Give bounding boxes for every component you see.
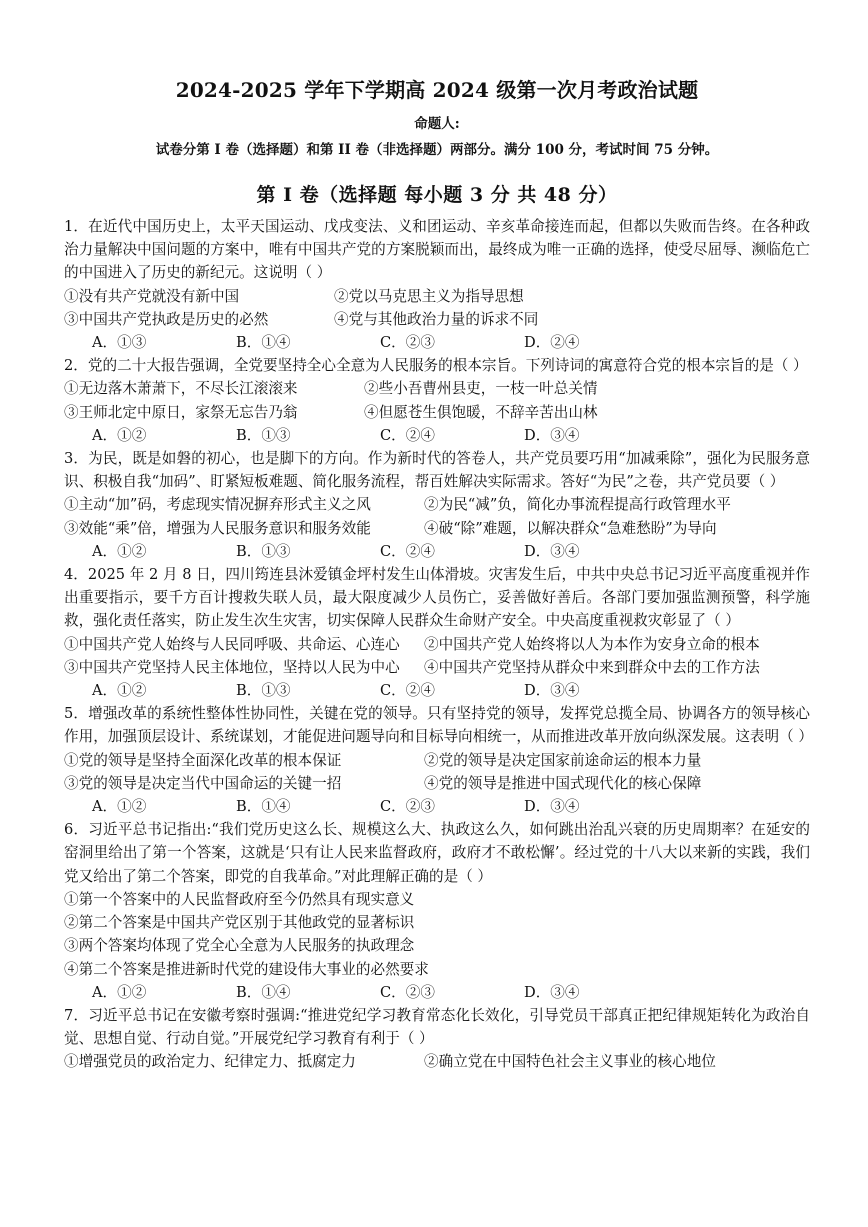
exam-title: 2024-2025 学年下学期高 2024 级第一次月考政治试题 (175, 78, 699, 102)
answer-choice: C．②③ (380, 334, 435, 352)
question-7 (64, 1004, 810, 1074)
question-2 (64, 354, 810, 447)
answer-choice: B．①③ (236, 682, 291, 700)
answer-choice: B．①④ (236, 334, 291, 352)
question-stem: 4．2025 年 2 月 8 日，四川筠连县沐爱镇金坪村发生山体滑坡。灾害发生后，中共中央总书记习近平高度重视并作出重要指示，要千方百计搜救失联人员，最大限度减少人员伤亡，妥善做好善后。各部门要加强监测预警，科学施救，强化责任落实，防止发生次生灾害，切实保障人民群众生命财产安全。中央高度重视救灾彰显了（ ） (64, 566, 810, 630)
option: ①没有共产党就没有新中国 (64, 287, 240, 305)
option: ③两个答案均体现了党全心全意为人民服务的执政理念 (64, 937, 415, 955)
option: ①无边落木萧萧下，不尽长江滚滚来 (64, 380, 298, 398)
option: ④中国共产党坚持从群众中来到群众中去的工作方法 (424, 658, 760, 676)
answer-choice: D．③④ (524, 682, 580, 700)
question-stem: 3．为民，既是如磐的初心，也是脚下的方向。作为新时代的答卷人，共产党员要巧用“加减乘除”，强化为民服务意识、积极自我“加码”、盯紧短板难题、简化服务流程，帮百姓解决实际需求。答好“为民”之卷，共产党员要（ ） (64, 450, 810, 491)
answer-choice: A．①② (92, 798, 147, 816)
option: ④党与其他政治力量的诉求不同 (334, 310, 539, 328)
question-stem: 7．习近平总书记在安徽考察时强调:“推进党纪学习教育常态化长效化，引导党员干部真正把纪律规矩转化为政治自觉、思想自觉、行动自觉。”开展党纪学习教育有利于（ ） (64, 1006, 810, 1048)
answer-choice: B．①③ (236, 542, 291, 560)
option: ③中国共产党坚持人民主体地位，坚持以人民为中心 (64, 658, 400, 676)
answer-choice: C．②④ (380, 542, 435, 560)
answer-choice: D．③④ (524, 426, 580, 444)
answer-choice: C．②③ (380, 983, 435, 1001)
answer-choice: D．③④ (524, 983, 580, 1001)
answer-choice: C．②③ (380, 798, 435, 816)
exam-note: 试卷分第 I 卷（选择题）和第 II 卷（非选择题）两部分。满分 100 分，考试时间 75 分钟。 (155, 142, 719, 158)
question-stem: 5．增强改革的系统性整体性协同性，关键在党的领导。只有坚持党的领导，发挥党总揽全局、协调各方的领导核心作用，加强顶层设计、系统谋划，才能促进问题导向和目标导向相统一，从而推进改革开放向纵深发展。这表明（ ） (64, 705, 813, 746)
option: ①党的领导是坚持全面深化改革的根本保证 (64, 751, 342, 769)
question-4 (64, 563, 810, 702)
option: ③效能“乘”倍，增强为人民服务意识和服务效能 (64, 519, 371, 537)
answer-choice: B．①④ (236, 983, 291, 1001)
option: ③王师北定中原日，家祭无忘告乃翁 (64, 403, 298, 421)
option: ①增强党员的政治定力、纪律定力、抵腐定力 (64, 1053, 356, 1071)
option: ②党的领导是决定国家前途命运的根本力量 (424, 751, 702, 769)
option: ①中国共产党人始终与人民同呼吸、共命运、心连心 (64, 635, 400, 653)
answer-choice: A．①② (92, 682, 147, 700)
option: ④但愿苍生俱饱暖，不辞辛苦出山林 (364, 403, 598, 421)
option: ②些小吾曹州县吏，一枝一叶总关情 (364, 380, 598, 398)
option: ②确立党在中国特色社会主义事业的核心地位 (424, 1053, 716, 1071)
option: ④党的领导是推进中国式现代化的核心保障 (424, 774, 702, 792)
answer-choice: A．①③ (92, 334, 147, 352)
option: ④破“除”难题，以解决群众“急难愁盼”为导向 (424, 519, 717, 537)
option: ③党的领导是决定当代中国命运的关键一招 (64, 774, 342, 792)
option: ②中国共产党人始终将以人为本作为安身立命的根本 (424, 635, 760, 653)
option: ④第二个答案是推进新时代党的建设伟大事业的必然要求 (64, 960, 429, 978)
answer-choice: B．①④ (236, 798, 291, 816)
option: ①主动“加”码，考虑现实情况摒弃形式主义之风 (64, 496, 371, 514)
answer-choice: D．③④ (524, 798, 580, 816)
question-1 (64, 215, 810, 354)
section-title: 第 I 卷（选择题 每小题 3 分 共 48 分） (256, 184, 618, 206)
option: ②党以马克思主义为指导思想 (334, 287, 524, 305)
answer-choice: A．①② (92, 426, 147, 444)
question-5 (64, 702, 813, 818)
option: ③中国共产党执政是历史的必然 (64, 310, 269, 328)
answer-choice: B．①③ (236, 426, 291, 444)
question-6 (64, 818, 810, 1004)
answer-choice: D．③④ (524, 542, 580, 560)
question-stem: 1．在近代中国历史上，太平天国运动、戊戌变法、义和团运动、辛亥革命接连而起，但都以失败而告终。在各种政治力量解决中国问题的方案中，唯有中国共产党的方案脱颖而出，最终成为唯一正确的选择，使受尽屈辱、濒临危亡的中国进入了历史的新纪元。这说明（ ） (64, 218, 810, 282)
option: ②第二个答案是中国共产党区别于其他政党的显著标识 (64, 914, 415, 932)
answer-choice: C．②④ (380, 682, 435, 700)
option: ①第一个答案中的人民监督政府至今仍然具有现实意义 (64, 890, 415, 908)
option: ②为民“减”负，简化办事流程提高行政管理水平 (424, 496, 731, 514)
answer-choice: A．①② (92, 983, 147, 1001)
answer-choice: C．②④ (380, 426, 435, 444)
question-stem: 6．习近平总书记指出:“我们党历史这么长、规模这么大、执政这么久，如何跳出治乱兴衰的历史周期率？在延安的窑洞里给出了第一个答案，这就是‘只有让人民来监督政府，政府才不敢松懈’。经过党的十八大以来新的实践，我们党又给出了第二个答案，即党的自我革命。”对此理解正确的是（ ） (64, 821, 810, 885)
answer-choice: D．②④ (524, 334, 580, 352)
exam-author: 命题人: (414, 116, 460, 132)
question-stem: 2．党的二十大报告强调，全党要坚持全心全意为人民服务的根本宗旨。下列诗词的寓意符合党的根本宗旨的是（ ） (64, 357, 808, 375)
question-3 (64, 447, 810, 563)
answer-choice: A．①② (92, 542, 147, 560)
